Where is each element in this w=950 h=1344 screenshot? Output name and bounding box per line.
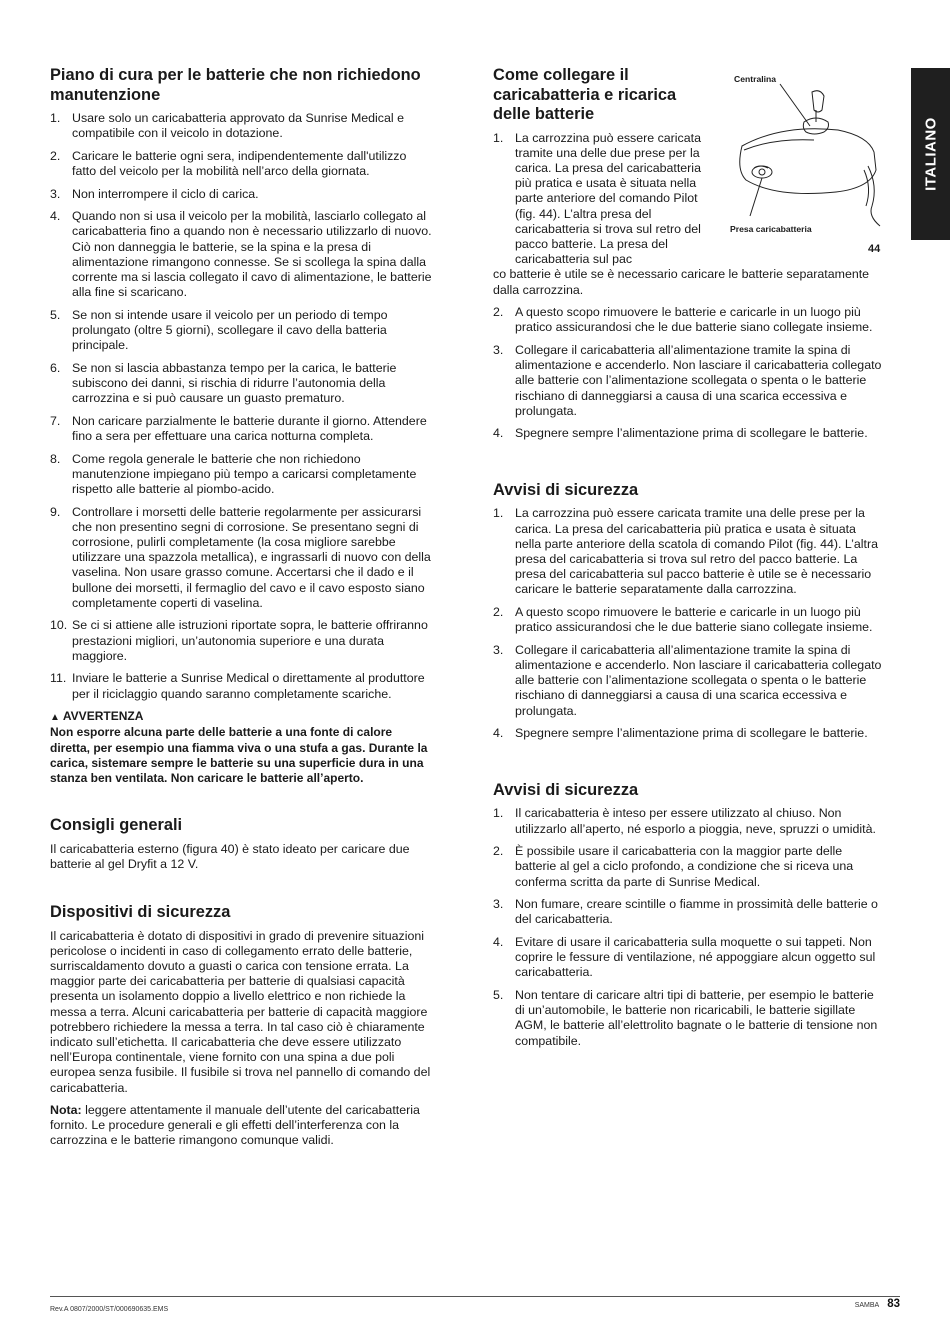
list-item xyxy=(493,726,883,741)
spacer xyxy=(493,449,883,481)
spacer xyxy=(50,879,432,903)
section-title-safety-warnings-2: Avvisi di sicurezza xyxy=(493,780,639,799)
list-item xyxy=(493,426,883,441)
left-column xyxy=(50,66,432,1155)
list-number: 2. xyxy=(50,148,61,163)
footer-revision: Rev.A 0807/2000/ST/000690635.EMS xyxy=(50,1306,169,1313)
battery-care-list xyxy=(50,111,432,702)
list-number: 5. xyxy=(493,987,504,1002)
list-item xyxy=(50,618,432,664)
footer-divider xyxy=(50,1296,900,1297)
list-number: 11. xyxy=(50,671,67,686)
list-number: 9. xyxy=(50,504,61,519)
list-number: 3. xyxy=(493,642,504,657)
list-item xyxy=(50,361,432,407)
list-item xyxy=(493,343,883,419)
list-item-text: Spegnere sempre l’alimentazione prima di scollegare le batterie. xyxy=(515,726,868,741)
list-item xyxy=(50,149,432,179)
list-number: 4. xyxy=(50,209,61,224)
list-item-text: Inviare le batterie a Sunrise Medical o direttamente al produttore per il riciclaggio quando saranno completamente scariche. xyxy=(72,671,425,701)
list-item-text: Evitare di usare il caricabatteria sulla moquette o sui tappeti. Non coprire le fessure di ventilazione, né appoggiare alcun oggetto sul caricabatteria. xyxy=(515,934,876,980)
list-number: 8. xyxy=(50,451,61,466)
list-item xyxy=(50,187,432,202)
list-item-text: Caricare le batterie ogni sera, indipendentemente dall'utilizzo fatto del veicolo per la mobilità nell’arco della giornata. xyxy=(72,148,407,178)
list-item-text: Controllare i morsetti delle batterie regolarmente per assicurarsi che non presentino segni di corrosione. Se presentano segni di corrosione, pulirli completamente (la cosa migliore sarebbe utilizzare una spazzola metallica), e ingrassarli di nuovo con della vaselina. Non usare grasso comune. Accertarsi che il dado e il bullone dei morsetti, il fermaglio del cavo e il cavo esposto siano completamente coperti di vaselina. xyxy=(72,504,431,610)
section-title-battery-care: Piano di cura per le batterie che non richiedono manutenzione xyxy=(50,66,421,104)
list-number: 1. xyxy=(50,111,61,125)
list-item xyxy=(493,988,883,1049)
general-tips-text: Il caricabatteria esterno (figura 40) è stato ideato per caricare due batterie al gel Dryfit a 12 V. xyxy=(50,841,410,871)
list-item-text: Il caricabatteria è inteso per essere utilizzato al chiuso. Non utilizzarlo all’aperto, né esporlo a pioggia, neve, spruzzi o umidità. xyxy=(515,806,876,836)
language-tab xyxy=(911,68,950,240)
list-item xyxy=(493,844,883,890)
list-number: 4. xyxy=(493,426,504,441)
list-number: 2. xyxy=(493,844,504,859)
list-item xyxy=(50,308,432,354)
section-title-general-tips: Consigli generali xyxy=(50,816,183,835)
note-label: Nota: xyxy=(50,1102,82,1117)
list-number: 4. xyxy=(493,934,504,949)
list-item xyxy=(493,506,883,597)
list-number: 3. xyxy=(493,897,504,912)
list-number: 2. xyxy=(493,305,504,320)
list-number: 1. xyxy=(493,506,504,521)
list-number: 10. xyxy=(50,618,68,633)
figure-label-charger-socket: Presa caricabatteria xyxy=(730,224,812,234)
list-item xyxy=(50,452,432,498)
page-number: 83 xyxy=(887,1298,900,1310)
figure-number: 44 xyxy=(868,243,881,255)
list-number: 1. xyxy=(493,130,504,145)
controller-illustration xyxy=(728,66,884,238)
list-item-text: Collegare il caricabatteria all’alimentazione tramite la spina di alimentazione e accenderlo. Non lasciare il caricabatteria collegato alle batterie con l’alimentazione scollegata o spenta o le batterie rischiano di danneggiarsi a causa di una scarica eccessiva e prolungata. xyxy=(515,342,882,418)
note-paragraph xyxy=(50,1103,432,1149)
list-item xyxy=(493,643,883,719)
list-number: 5. xyxy=(50,307,61,322)
list-item-text: Quando non si usa il veicolo per la mobilità, lasciarlo collegato al caricabatteria fino a quando non è necessario utilizzarlo di nuovo. Ciò non danneggia le batterie, se la spina e la presa di alimentazione rimangono connesse. Se si scollega la spina dalla corrente ma si lascia collegato il cavo di alimentazione, le batterie alla fine si scaricano. xyxy=(72,209,432,300)
safety-warnings-list-2 xyxy=(493,806,883,1048)
list-item-text: Non caricare parzialmente le batterie durante il giorno. Attendere fino a sera per effettuare una carica notturna completa. xyxy=(72,413,427,443)
list-item xyxy=(493,935,883,981)
list-item xyxy=(50,505,432,611)
list-item-text: Come regola generale le batterie che non richiedono manutenzione impiegano più tempo a caricarsi completamente rispetto alle batterie al piombo-acido. xyxy=(72,451,417,496)
list-item xyxy=(50,111,432,141)
list-number: 4. xyxy=(493,726,504,741)
list-item-text: Non tentare di caricare altri tipi di batterie, per esempio le batterie di un’automobile, le batterie non ricaricabili, le batterie sigillate AGM, le batterie all’elettrolito bagnate o le batterie di tensione non compatibile. xyxy=(515,987,878,1048)
spacer xyxy=(493,749,883,781)
safety-warnings-list-1 xyxy=(493,506,883,741)
list-item-text: Spegnere sempre l’alimentazione prima di scollegare le batterie. xyxy=(515,426,868,441)
list-item-text: Usare solo un caricabatteria approvato da Sunrise Medical e compatibile con il veicolo in dotazione. xyxy=(72,111,404,141)
list-item-text: La carrozzina può essere caricata tramite una delle prese per la carica. La presa del caricabatteria più pratica e usata è situata nella parte anteriore della scatola di comando Pilot (fig. 44). L’altra presa del caricabatteria si trova sul retro del pacco batterie. La presa del caricabatteria sul pacco batterie è utile se è necessario caricare le batterie separatamente dalla carrozzina. xyxy=(515,506,878,597)
section-title-connect-charger: Come collegare il caricabatteria e ricarica delle batterie xyxy=(493,66,677,123)
list-item-text: A questo scopo rimuovere le batterie e caricarle in un luogo più pratico assicurandosi che le due batterie siano collegate insieme. xyxy=(515,605,873,635)
footer-brand-page xyxy=(855,1297,900,1313)
warning-title: AVVERTENZA xyxy=(62,709,144,724)
list-item-text: Se non si lascia abbastanza tempo per la carica, le batterie subiscono dei danni, si rischia di ridurre l’autonomia della carrozzina e si può causare un guasto prematuro. xyxy=(72,360,397,406)
list-item xyxy=(50,414,432,444)
list-item-text-a: La carrozzina può essere caricata tramite una delle due prese per la carica. La presa del caricabatteria più pratica e usata è situata nella parte anteriore del comando Pilot (fig. 44). L’altra presa del caricabatteria si trova sul retro del pacco batterie. La presa del caricabatteria sul pac xyxy=(515,130,701,267)
figure-joystick-charger-socket xyxy=(728,66,884,238)
list-item-text: Se non si intende usare il veicolo per un periodo di tempo prolungato (oltre 5 giorni), scollegare il cavo della batteria principale. xyxy=(72,307,388,353)
list-number: 7. xyxy=(50,413,61,428)
safety-devices-text: Il caricabatteria è dotato di dispositivi in grado di prevenire situazioni pericolose o incidenti in caso di collegamento errato delle batterie, surriscaldamento dovuto a guasti o carica con tensione errata. La maggior parte dei caricabatteria per batterie di qualsiasi capacità presenta un isolamento doppio a livello elettrico e non richiede la messa a terra. Alcuni caricabatteria per batterie di capacità maggiore potrebbero richiedere la messa a terra. In tal caso ciò è chiaramente indicato sull’etichetta. Il caricabatteria che deve essere utilizzato nell’Europa continentale, viene fornito con una spina a due poli europea senza fusibile. Il fusibile si trova nel pannello di comando del caricabatteria. xyxy=(50,928,431,1095)
language-label: ITALIANO xyxy=(921,117,939,191)
warning-heading xyxy=(50,709,432,725)
warning-text: Non esporre alcuna parte delle batterie a una fonte di calore diretta, per esempio una fiamma viva o una stufa a gas. Durante la carica, sistemare sempre le batterie su una superficie dura in una stanza ben ventilata. Non caricare le batterie all’aperto. xyxy=(50,725,428,786)
list-number: 3. xyxy=(50,186,61,201)
list-item-text: Non fumare, creare scintille o fiamme in prossimità delle batterie o del caricabatteria. xyxy=(515,897,878,927)
list-item xyxy=(493,897,883,927)
section-title-safety-devices: Dispositivi di sicurezza xyxy=(50,903,231,922)
list-item xyxy=(50,209,432,300)
list-number: 1. xyxy=(493,806,504,821)
list-item-text-b: co batterie è utile se è necessario caricare le batterie separatamente dalla carrozzina. xyxy=(493,267,870,297)
figure-label-controller: Centralina xyxy=(734,74,777,84)
footer-brand: SAMBA xyxy=(854,1302,880,1309)
note-text: leggere attentamente il manuale dell’utente del caricabatteria fornito. Le procedure generali e gli effetti dell’interferenza con la carrozzina e le batterie rimangono comunque validi. xyxy=(50,1102,420,1148)
list-item-text: Se ci si attiene alle istruzioni riportate sopra, le batterie offriranno prestazioni migliori, un’autonomia superiore e una durata maggiore. xyxy=(72,618,428,663)
list-item-text: È possibile usare il caricabatteria con la maggior parte delle batterie al gel a ciclo profondo, a condizione che si riceva una conferma scritta da parte di Sunrise Medical. xyxy=(515,844,854,889)
list-item-text: Non interrompere il ciclo di carica. xyxy=(72,186,259,201)
list-number: 3. xyxy=(493,342,504,357)
list-item xyxy=(493,605,883,635)
list-item xyxy=(493,305,883,335)
list-item xyxy=(493,806,883,836)
list-number: 2. xyxy=(493,605,504,620)
connect-charger-list-continued xyxy=(493,305,883,441)
list-number: 6. xyxy=(50,360,61,375)
list-item-text: Collegare il caricabatteria all’alimentazione tramite la spina di alimentazione e accenderlo. Non lasciare il caricabatteria collegato alle batterie con l’alimentazione scollegata o spenta o le batterie rischiano di danneggiarsi a causa di una scarica eccessiva e prolungata. xyxy=(515,642,882,718)
section-title-safety-warnings-1: Avvisi di sicurezza xyxy=(493,480,639,499)
warning-triangle-icon: ▲ xyxy=(50,712,60,724)
list-item xyxy=(50,671,432,701)
list-item-text: A questo scopo rimuovere le batterie e caricarle in un luogo più pratico assicurandosi che le due batterie siano collegate insieme. xyxy=(515,305,873,335)
